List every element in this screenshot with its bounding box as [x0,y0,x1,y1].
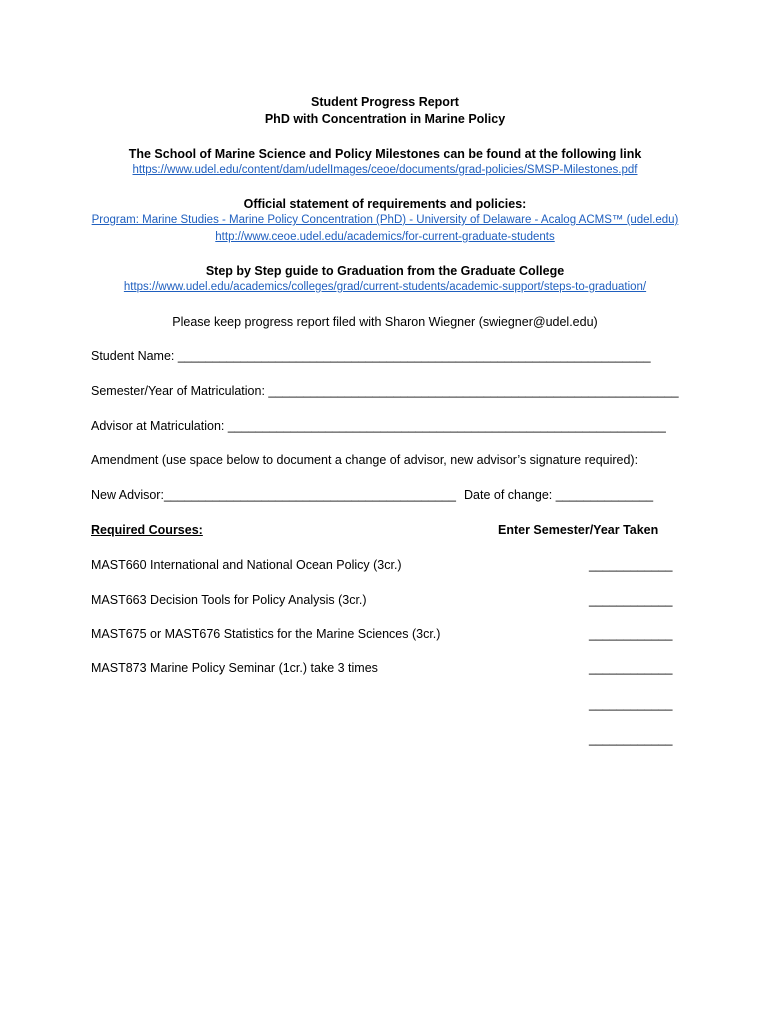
semester-blank[interactable]: ____________ [589,558,673,572]
graduation-link[interactable]: https://www.udel.edu/academics/colleges/grad/current-students/academic-support/steps-to-graduation/ [123,281,647,293]
report-title: Student Progress Report [311,95,459,109]
catalog-link[interactable]: Program: Marine Studies - Marine Policy Concentration (PhD) - University of Delaware - Acalog ACMS™ (udel.edu) [91,214,679,226]
milestones-link[interactable]: https://www.udel.edu/content/dam/udelImages/ceoe/documents/grad-policies/SMSP-Milestones.pdf [132,164,638,176]
semester-blank[interactable]: ____________ [589,627,673,641]
semester-blank[interactable]: ____________ [589,593,673,607]
course-item: MAST675 or MAST676 Statistics for the Marine Sciences (3cr.) [91,627,441,641]
amendment-instruction: Amendment (use space below to document a change of advisor, new advisor’s signature required): [91,453,639,467]
new-advisor-field[interactable]: New Advisor:__________________________________________ [91,488,456,502]
student-name-field[interactable]: Student Name: ____________________________________________________________________ [91,349,651,363]
course-item: MAST660 International and National Ocean Policy (3cr.) [91,558,402,572]
course-item: MAST663 Decision Tools for Policy Analysis (3cr.) [91,593,367,607]
date-of-change-field[interactable]: Date of change: ______________ [464,488,654,502]
report-subtitle: PhD with Concentration in Marine Policy [264,112,506,126]
course-item: MAST873 Marine Policy Seminar (1cr.) take 3 times [91,661,378,675]
filing-note: Please keep progress report filed with Sharon Wiegner (swiegner@udel.edu) [172,315,598,329]
graduation-heading: Step by Step guide to Graduation from the Graduate College [205,264,565,278]
milestones-heading: The School of Marine Science and Policy Milestones can be found at the following link [128,147,642,161]
required-courses-heading: Required Courses: [91,523,203,537]
semester-year-field[interactable]: Semester/Year of Matriculation: ___________________________________________________________ [91,384,679,398]
ceoe-link[interactable]: http://www.ceoe.udel.edu/academics/for-current-graduate-students [215,231,555,243]
semester-blank[interactable]: ____________ [589,661,673,675]
official-heading: Official statement of requirements and policies: [243,197,527,211]
semester-blank[interactable]: ____________ [589,697,673,711]
semester-taken-heading: Enter Semester/Year Taken [498,523,659,537]
advisor-field[interactable]: Advisor at Matriculation: _______________________________________________________________ [91,419,666,433]
semester-blank[interactable]: ____________ [589,732,673,746]
